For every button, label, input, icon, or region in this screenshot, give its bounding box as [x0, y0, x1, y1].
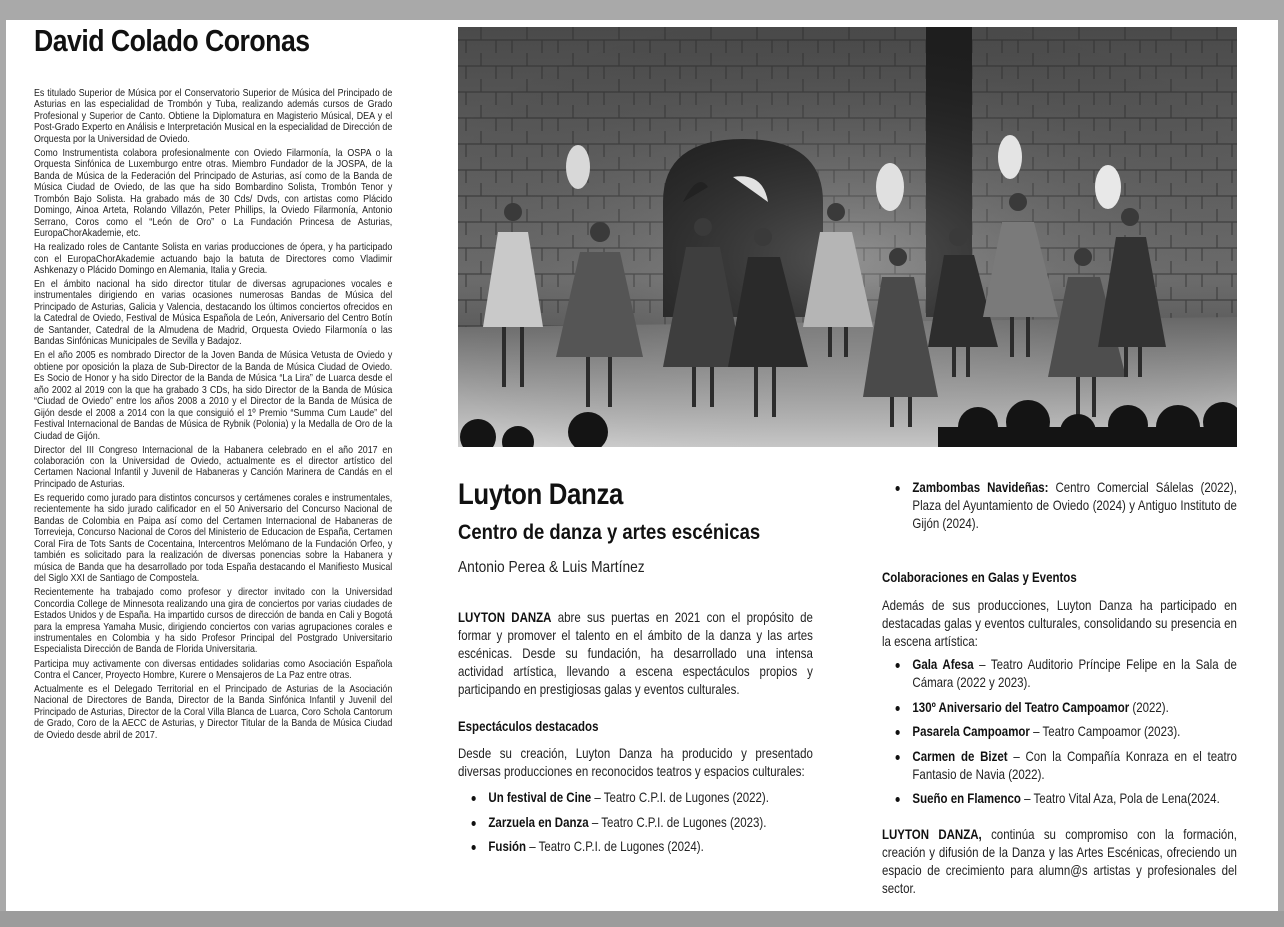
show-name: Zambombas Navideñas:: [912, 480, 1049, 495]
collab-heading: Colaboraciones en Galas y Eventos: [882, 570, 1077, 585]
closing-text: continúa su compromiso con la formación, creación y difusión de la Danza y las Artes Escénicas, ofreciendo un espacio de crecimiento para alumn@s artistas y profesionales del sector.: [882, 827, 1237, 897]
gala-name: Sueño en Flamenco: [912, 791, 1021, 807]
bio-paragraph: En el año 2005 es nombrado Director de la Joven Banda de Música Vetusta de Oviedo y obtiene por oposición la plaza de Sub-Director de la Banda de Música Ciudad de Oviedo. Es Socio de Honor y ha sido Director de la Banda de Música “La Lira” de Luarca desde el año 2002 al 2019 con la que ha grabado 3 CDs, ha sido Director de la Banda de Música “Ciudad de Oviedo” entre los años 2008 a 2010 y el Director de la Banda de Música de Gijón desde el 2008 a 2014 con la que consiguió el 1º Premio “Summa Cum Laude” del Festival Internacional de Bandas de Música de Rybnik (Polonia) y la Medalla de Oro de la Ciudad de Gijón.: [34, 349, 393, 442]
show-name: Un festival de Cine: [488, 790, 592, 805]
shows-heading: Espectáculos destacados: [458, 719, 599, 734]
luyton-intro-text: abre sus puertas en 2021 con el propósito de formar y promover el talento en el ámbito de la danza y las artes escénicas. Desde su fundación, ha desarrollado una intensa actividad artística, llevando a escena espectáculos propios y participando en prestigiosas galas y eventos culturales.: [458, 610, 813, 698]
luyton-subtitle: Centro de danza y artes escénicas: [458, 520, 761, 544]
luyton-intro: [458, 609, 813, 699]
list-item: [882, 699, 1237, 717]
shows-text-block: [458, 745, 813, 781]
bio-title: David Colado Coronas: [34, 23, 310, 58]
gala-detail: – Teatro Vital Aza, Pola de Lena(2024.: [1020, 791, 1220, 807]
collab-text-block: [882, 597, 1237, 651]
list-item: [882, 723, 1237, 741]
list-item: [882, 656, 1237, 692]
gala-detail: (2022).: [1129, 699, 1169, 715]
closing-paragraph: [882, 826, 1237, 898]
closing-lead: LUYTON DANZA,: [882, 827, 982, 842]
list-item: [458, 814, 813, 832]
show-name: Fusión: [488, 839, 527, 855]
list-item: [458, 838, 813, 856]
bio-paragraph: Es requerido como jurado para distintos concursos y certámenes corales e instrumentales, recientemente ha sido jurado calificador en el 50 Aniversario del Concurso Nacional de Bandas de Colombia en Paipa así como del Certamen Internacional de Habaneras de Torrevieja, Concurso Nacional de Coros del Ministerio de Educacion de España, Certamen Coral Fira de Tots Sants de Cocentaina, Intercentros Melómano de la Fundación Orfeo, y también es solicitado para la realización de diversas ponencias sobre la Habanera y música de Banda que ha desarrollado por toda España destacando el Manifiesto Musical del Siglo XXI de Santiago de Compostela.: [34, 491, 393, 585]
bio-text: [34, 88, 392, 744]
gala-name: Carmen de Bizet: [912, 748, 1008, 764]
bio-paragraph: Recientemente ha trabajado como profesor y director invitado con la Universidad Concordia College de Minnesota realizando una gira de conciertos por varias ciudades de Estados Unidos y de España. Ha impartido cursos de dirección de banda en Cali y Bogotá para la empresa Yamaha Music, dirigiendo conciertos con varias agrupaciones corales e instrumentales en Colombia y ha sido Profesor Principal del Postgrado Universitario Especialista Dirección de Banda de Florida Universitaria.: [34, 586, 393, 656]
dance-performance-photo: [458, 27, 1237, 447]
bio-paragraph: En el ámbito nacional ha sido director titular de diversas agrupaciones vocales e instrumentales dirigiendo en varias ocasiones numerosas Bandas de Música del Principado de Asturias, Galicia y Valencia, destacando los últimos conciertos ofrecidos en la Catedral de Oviedo, Festival de Música Española de León, Aniversario del Centro Botín de Santander, Catedral de la Almudena de Madrid, Orquesta Oviedo Filarmonía o las Bandas Sinfónicas Municipales de Sevilla y Badajoz.: [34, 278, 393, 348]
bio-paragraph: Participa muy activamente con diversas entidades solidarias como Asociación Española Contra el Cancer, Proyecto Hombre, Kurere o Mensajeros de La Paz entre otras.: [34, 657, 393, 681]
window-bottom-bar: [0, 911, 1284, 927]
bio-paragraph: Director del III Congreso Internacional de la Habanera celebrado en el año 2017 en colaboración con la Universidad de Oviedo, actualmente es el director artístico del Certamen Nacional Infantil y Juvenil de Habaneras y Canción Marinera de Candás en el Principado de Asturias.: [34, 443, 393, 490]
shows-list-continued: [882, 479, 1237, 533]
galas-list: [882, 656, 1237, 815]
gala-detail: – Con la Compañía Konraza en el teatro Fantasio de Navia (2022).: [912, 748, 1237, 782]
show-detail: Centro Comercial Sálelas (2022), Plaza del Ayuntamiento de Oviedo (2024) y Antiguo Instituto de Gijón (2024).: [912, 480, 1237, 532]
luyton-header: [458, 478, 838, 577]
collab-text: Además de sus producciones, Luyton Danza ha participado en destacadas galas y eventos culturales, consolidando su presencia en la escena artística:: [882, 598, 1237, 650]
list-item: [882, 748, 1237, 784]
show-name: Zarzuela en Danza: [488, 814, 589, 830]
luyton-intro-lead: LUYTON DANZA: [458, 610, 552, 625]
luyton-title: Luyton Danza: [458, 478, 624, 511]
gala-name: Pasarela Campoamor: [912, 724, 1030, 740]
luyton-authors: Antonio Perea & Luis Martínez: [458, 559, 645, 576]
show-detail: – Teatro C.P.I. de Lugones (2022).: [591, 790, 769, 805]
shows-list: [458, 789, 813, 863]
shows-heading-block: [458, 718, 813, 736]
gala-name: Gala Afesa: [912, 657, 974, 672]
bio-paragraph: Actualmente es el Delegado Territorial en el Principado de Asturias de la Asociación Nacional de Directores de Banda, Director de la Banda Sinfónica Infantil y Juvenil del Principado de Asturias, Director de la Coral Villa Blanca de Luarca, Coro Schola Cantorum de Grado, Coro de la AECC de Asturias, y Director Titular de la Banda de Música Ciudad de Oviedo desde abril de 2017.: [34, 683, 393, 741]
gala-detail: – Teatro Auditorio Príncipe Felipe en la Sala de Cámara (2022 y 2023).: [912, 657, 1237, 691]
show-detail: – Teatro C.P.I. de Lugones (2024).: [526, 839, 704, 855]
shows-text: Desde su creación, Luyton Danza ha producido y presentado diversas producciones en reconocidos teatros y espacios culturales:: [458, 746, 813, 780]
gala-detail: – Teatro Campoamor (2023).: [1029, 724, 1181, 740]
bio-paragraph: Ha realizado roles de Cantante Solista en varias producciones de ópera, y ha participado con el EuropaChorAkademie actuando bajo la batuta de Directores como Vladimir Ashkenazy o Plácido Domingo en Alemania, Italia y Grecia.: [34, 241, 393, 276]
bio-paragraph: Es titulado Superior de Música por el Conservatorio Superior de Música del Principado de Asturias en las especialidad de Trombón y Tuba, realizando además cursos de Grado Profesional y Superior de Canto. Obtiene la Diplomatura en Magisterio Músical, DEA y el Post-Grado Experto en Análisis e Interpretación Musical en la especialidad de Dirección de Orquesta por la Universidad de Oviedo.: [34, 87, 393, 145]
collab-heading-block: [882, 569, 1237, 587]
gala-name: 130º Aniversario del Teatro Campoamor: [912, 699, 1130, 715]
list-item: [882, 790, 1237, 808]
list-item: [882, 479, 1237, 533]
show-detail: – Teatro C.P.I. de Lugones (2023).: [588, 814, 767, 830]
bio-paragraph: Como Instrumentista colabora profesionalmente con Oviedo Filarmonía, la OSPA o la Orquesta Sinfónica de Luxemburgo entre otras. Miembro Fundador de la JOSPA, de la Banda de Música de la Federación del Principado de Asturias, así como de la Banda de Música Ciudad de Oviedo, de las que ha sido Bombardino Solista, Trombón Tenor y Trombón Bajo Solista. Ha grabado más de 30 Cds/ Dvds, con artistas como Plácido Domingo, Ainoa Arteta, Rolando Villazón, Peter Phillips, la Oviedo Filarmonía, Antonio Serrano, Coros como el “León de Oro” o La Fundación Princesa de Asturias, EuropaChorAkademie, etc.: [34, 146, 393, 240]
list-item: [458, 789, 813, 807]
